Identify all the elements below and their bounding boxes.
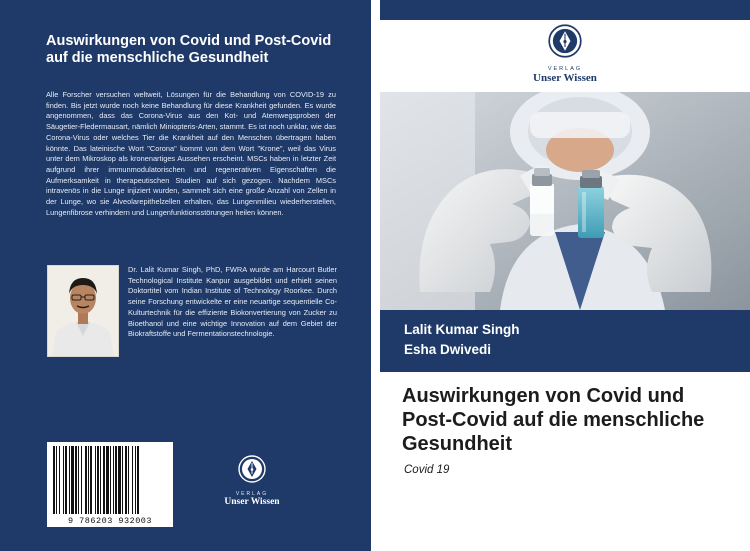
barcode-bar: [110, 446, 111, 514]
barcode-bar: [85, 446, 87, 514]
back-publisher-name: Unser Wissen: [224, 497, 280, 507]
barcode-bar: [97, 446, 99, 514]
front-cover-subtitle: Covid 19: [404, 464, 450, 476]
barcode-bar: [63, 446, 64, 514]
barcode-bar: [132, 446, 133, 514]
author-1: Lalit Kumar Singh: [404, 322, 520, 337]
front-cover-title: Auswirkungen von Covid und Post-Covid auf die menschliche Gesundheit: [402, 385, 705, 455]
front-publisher-logo: [380, 24, 750, 84]
barcode-bar: [106, 446, 109, 514]
back-publisher-logo: [212, 455, 292, 507]
barcode-icon: [53, 446, 167, 514]
barcode-bar: [115, 446, 117, 514]
barcode-bar: [128, 446, 129, 514]
barcode-bar: [53, 446, 55, 514]
barcode-bar: [118, 446, 121, 514]
front-top-band: [380, 0, 750, 20]
barcode-bar: [113, 446, 114, 514]
cover-photo-vaccine-vials: [380, 92, 750, 310]
barcode-bar: [81, 446, 82, 514]
spine: [371, 0, 380, 551]
front-cover: [380, 0, 750, 551]
barcode-bar: [59, 446, 60, 514]
barcode-bar: [90, 446, 92, 514]
barcode-bar: [56, 446, 57, 514]
barcode: [47, 442, 173, 527]
barcode-bar: [69, 446, 70, 514]
author-band: [380, 310, 750, 372]
pen-nib-logo-icon: [548, 24, 582, 58]
author-bio: Dr. Lalit Kumar Singh, PhD, FWRA wurde am Harcourt Butler Technological Institute Kanpur ausgebildet und erhielt seinen Doktortitel vom Indian Institute of Technology Roorkee. Durch seine Forschung entwickelte er eine neuartige sequentielle Co-Kulturtechnik für die effiziente Biokonvertierung von Zucker zu Bioethanol und eine wichtige Innovation auf dem Gebiet der Biokraftstoffe und Fermentationstechnologie.: [128, 265, 337, 339]
barcode-number: 9 786203 932003: [67, 516, 152, 526]
pen-nib-logo-icon: [238, 455, 266, 483]
back-cover-blurb: Alle Forscher versuchen weltweit, Lösungen für die Behandlung von COVID-19 zu finden. Bis jetzt wurde noch keine Behandlung für diese Krankheit gefunden. Es wurde angenommen, dass das Corona-Virus aus den Kot- und Atemwegsproben der Säugetier-Fledermausart, nämlich Miniopteris-Arten, stammt. Es ist noch unklar, wie das Corona-Virus oder welches Tier die Krankheit auf den Menschen übertragen haben könnte. Das lateinische Wort "Corona" kommt von dem Wort "Krone", weil das Virus unter dem Mikroskop als kronenartiges Aussehen erscheint. MSCs haben in letzter Zeit aufgrund ihrer immunmodulatorischen und regenerativen Eigenschaften die Aufmerksamkeit in therapeutischen Studien auf sich gezogen. Nachdem MSCs intravenös in die Lunge injiziert wurden, sammelt sich eine große Anzahl von Zellen in der Lunge, wo sie Alveolarepithelzellen erhalten, das Lungenmilieu wiederherstellen, Lungenfibrose verhindern und Lungenfunktionsstörungen heilen können.: [46, 90, 336, 217]
barcode-bar: [103, 446, 105, 514]
barcode-bar: [137, 446, 139, 514]
front-publisher-name: Unser Wissen: [533, 72, 597, 84]
barcode-bar: [65, 446, 67, 514]
barcode-bar: [135, 446, 136, 514]
barcode-bar: [78, 446, 79, 514]
barcode-bar: [75, 446, 77, 514]
back-cover: [0, 0, 371, 551]
barcode-bar: [100, 446, 101, 514]
back-cover-title: Auswirkungen von Covid und Post-Covid auf die menschliche Gesundheit: [46, 33, 332, 66]
barcode-bar: [88, 446, 89, 514]
barcode-bar: [95, 446, 96, 514]
barcode-bar: [71, 446, 74, 514]
barcode-bar: [125, 446, 127, 514]
back-publisher-verlag: VERLAG: [235, 491, 269, 497]
author-2: Esha Dwivedi: [404, 342, 492, 357]
barcode-bar: [122, 446, 123, 514]
author-photo: [47, 265, 119, 357]
front-publisher-verlag: VERLAG: [547, 66, 583, 72]
